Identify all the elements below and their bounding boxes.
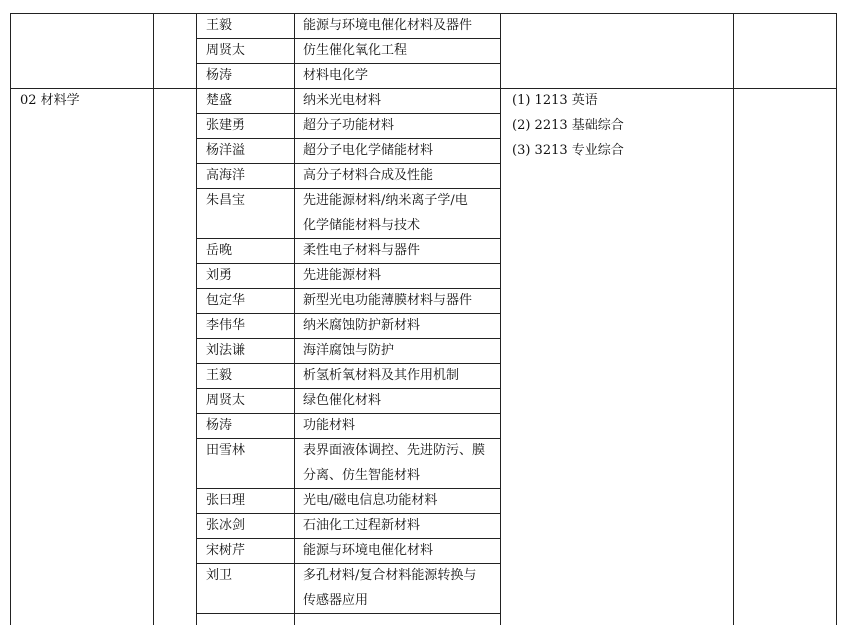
research-direction: 纳米腐蚀防护新材料 (303, 318, 421, 333)
advisor-name: 刘法谦 (206, 343, 246, 358)
advisor-name: 宋树芹 (206, 543, 246, 558)
major-name: 02 材料学 (20, 93, 80, 108)
advisor-name: 王毅 (206, 18, 233, 33)
research-direction: 功能材料 (303, 418, 356, 433)
research-direction: 表界面液体调控、先进防污、膜 (303, 443, 486, 458)
advisor-name: 杨涛 (206, 418, 233, 433)
table-row-rule (10, 88, 836, 89)
exam-subject: (1) 1213 英语 (512, 93, 598, 108)
advisor-name: 楚盛 (206, 93, 233, 108)
research-direction: 新型光电功能薄膜材料与器件 (303, 293, 473, 308)
advisor-name: 包定华 (206, 293, 246, 308)
table-row-rule (196, 613, 500, 614)
advisor-name: 李伟华 (206, 318, 246, 333)
advisor-name: 杨洋溢 (206, 143, 246, 158)
exam-subject: (2) 2213 基础综合 (512, 118, 624, 133)
advisor-name: 刘卫 (206, 568, 233, 583)
advisor-name: 朱昌宝 (206, 193, 246, 208)
advisor-name: 周贤太 (206, 393, 246, 408)
advisor-name: 周贤太 (206, 43, 246, 58)
research-direction: 材料电化学 (303, 68, 369, 83)
research-direction: 绿色催化材料 (303, 393, 382, 408)
advisor-name: 张曰理 (206, 493, 246, 508)
research-direction: 能源与环境电催化材料 (303, 543, 434, 558)
research-direction: 海洋腐蚀与防护 (303, 343, 395, 358)
research-direction: 先进能源材料/纳米离子学/电 (303, 193, 468, 208)
research-direction: 传感器应用 (303, 593, 369, 608)
table-column-rule (500, 13, 501, 625)
research-direction: 石油化工过程新材料 (303, 518, 421, 533)
research-direction: 析氢析氧材料及其作用机制 (303, 368, 460, 383)
research-direction: 光电/磁电信息功能材料 (303, 493, 438, 508)
research-direction: 超分子功能材料 (303, 118, 395, 133)
advisor-name: 岳晚 (206, 243, 233, 258)
research-direction: 先进能源材料 (303, 268, 382, 283)
research-direction: 纳米光电材料 (303, 93, 382, 108)
research-direction: 分离、仿生智能材料 (303, 468, 421, 483)
table-column-rule (10, 13, 11, 625)
advisor-name: 田雪林 (206, 443, 246, 458)
table-column-rule (153, 13, 154, 625)
advisor-name: 张建勇 (206, 118, 246, 133)
table-column-rule (836, 13, 837, 625)
advisor-name: 王毅 (206, 368, 233, 383)
research-direction: 仿生催化氧化工程 (303, 43, 408, 58)
advisor-name: 刘勇 (206, 268, 233, 283)
advisor-name: 杨涛 (206, 68, 233, 83)
table-column-rule (733, 13, 734, 625)
research-direction: 化学储能材料与技术 (303, 218, 421, 233)
research-direction: 柔性电子材料与器件 (303, 243, 421, 258)
advisor-name: 张冰剑 (206, 518, 246, 533)
research-direction: 高分子材料合成及性能 (303, 168, 434, 183)
table-column-rule (196, 13, 197, 625)
research-direction: 多孔材料/复合材料能源转换与 (303, 568, 477, 583)
table-column-rule (294, 13, 295, 625)
research-direction: 能源与环境电催化材料及器件 (303, 18, 473, 33)
exam-subject: (3) 3213 专业综合 (512, 143, 624, 158)
advisor-name: 高海洋 (206, 168, 246, 183)
research-direction: 超分子电化学储能材料 (303, 143, 434, 158)
